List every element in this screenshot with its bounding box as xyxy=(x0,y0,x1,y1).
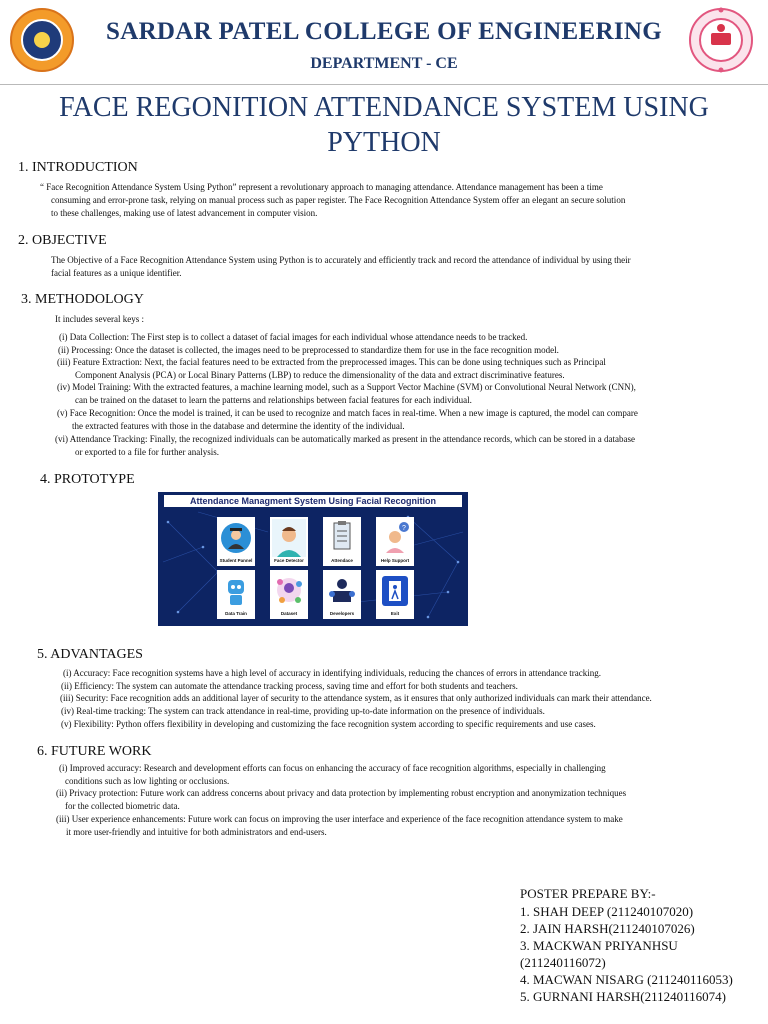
robot-icon xyxy=(219,572,253,610)
tile-label: Student Pannel xyxy=(219,558,253,563)
help-support-tile[interactable] xyxy=(376,517,414,566)
poster-credit-line: 1. SHAH DEEP (211240107020) xyxy=(520,904,694,919)
future-work-line: conditions such as low lighting or occlusions. xyxy=(65,776,230,786)
tile-label: Dataset xyxy=(280,611,298,616)
developers-tile[interactable] xyxy=(323,570,361,619)
methodology-line: (vi) Attendance Tracking: Finally, the recognized individuals can be automatically marked as present in the attendance records, which can be stored in a database xyxy=(55,434,635,444)
prototype-heading: 4. PROTOTYPE xyxy=(40,472,135,487)
objective-line: The Objective of a Face Recognition Attendance System using Python is to accurately and efficiently track and record the attendance of individual by using their xyxy=(51,255,631,265)
methodology-line: (i) Data Collection: The First step is to collect a dataset of facial images for each individual whose attendance needs to be tracked. xyxy=(59,332,528,342)
objective-heading: 2. OBJECTIVE xyxy=(18,233,107,248)
student-panel-tile[interactable] xyxy=(217,517,255,566)
prototype-screenshot xyxy=(158,492,468,626)
poster-credit-line: 4. MACWAN NISARG (211240116053) xyxy=(520,972,733,987)
advantages-line: (v) Flexibility: Python offers flexibility in developing and customizing the face recognition system according to specific requirements and use cases. xyxy=(61,719,596,729)
tile-label: Developers xyxy=(329,611,355,616)
methodology-intro: It includes several keys : xyxy=(55,314,144,324)
methodology-heading: 3. METHODOLOGY xyxy=(21,292,144,307)
tile-label: Data Train xyxy=(225,611,247,616)
developers-icon xyxy=(325,572,359,610)
future-work-heading: 6. FUTURE WORK xyxy=(37,744,152,759)
advantages-line: (ii) Efficiency: The system can automate the attendance tracking process, saving time and effort for both students and teachers. xyxy=(61,681,518,691)
student-icon xyxy=(219,519,253,557)
department-name: DEPARTMENT - CE xyxy=(310,55,458,72)
college-name: SARDAR PATEL COLLEGE OF ENGINEERING xyxy=(106,18,662,45)
future-work-line: (ii) Privacy protection: Future work can address concerns about privacy and data protection by implementing robust encryption and anonymization techniques xyxy=(56,788,627,798)
svg-text:?: ? xyxy=(402,525,406,532)
future-work-line: (iii) User experience enhancements: Future work can focus on improving the user interface and experience of the face recognition attendance system to make xyxy=(56,814,623,824)
prototype-app-title: Attendance Managment System Using Facial Recognition xyxy=(164,495,462,507)
advantages-line: (i) Accuracy: Face recognition systems have a high level of accuracy in identifying individuals, reducing the chances of errors in attendance tracking. xyxy=(63,668,602,678)
help-support-icon xyxy=(378,519,412,557)
clipboard-icon xyxy=(325,519,359,557)
poster-credit-line: 5. GURNANI HARSH(211240116074) xyxy=(520,989,726,1004)
tile-label: Attendace xyxy=(331,558,353,563)
methodology-line: or exported to a file for further analysis. xyxy=(75,447,219,457)
methodology-line: (ii) Processing: Once the dataset is collected, the images need to be preprocessed to standardize them for use in the face recognition model. xyxy=(58,345,559,355)
poster-credit-line: (211240116072) xyxy=(520,955,606,970)
poster-credits-heading: POSTER PREPARE BY:- xyxy=(520,886,656,901)
dataset-icon xyxy=(272,572,306,610)
introduction-line: “ Face Recognition Attendance System Using Python” represent a revolutionary approach to managing attendance. Attendance management has been a time xyxy=(40,182,603,192)
face-detector-icon xyxy=(272,519,306,557)
methodology-line: (v) Face Recognition: Once the model is trained, it can be used to recognize and match faces in real-time. When a new image is captured, the model can compare xyxy=(57,408,638,418)
network-background xyxy=(158,492,468,626)
tile-label: Face Detector xyxy=(274,558,304,563)
methodology-line: can be trained on the dataset to learn the patterns and relationships between facial features for each individual. xyxy=(75,395,472,405)
data-train-tile[interactable] xyxy=(217,570,255,619)
tile-label: Help Support xyxy=(380,558,410,563)
exit-icon xyxy=(378,572,412,610)
attendance-tile[interactable] xyxy=(323,517,361,566)
methodology-line: the extracted features with those in the database and determine the identity of the individual. xyxy=(72,421,405,431)
advantages-line: (iii) Security: Face recognition adds an additional layer of security to the attendance system, as it ensures that only authorized individuals can mark their attendance. xyxy=(60,693,652,703)
advantages-line: (iv) Real-time tracking: The system can track attendance in real-time, providing up-to-date information on the presence of individuals. xyxy=(61,706,545,716)
introduction-line: to these challenges, making use of latest advancement in computer vision. xyxy=(51,208,318,218)
methodology-line: Component Analysis (PCA) or Local Binary Patterns (LBP) to reduce the dimensionality of the data and extract discriminative features. xyxy=(75,370,565,380)
poster-credit-line: 2. JAIN HARSH(211240107026) xyxy=(520,921,695,936)
poster-credit-line: 3. MACKWAN PRIYANHSU xyxy=(520,938,678,953)
objective-line: facial features as a unique identifier. xyxy=(51,268,182,278)
tile-label: Exit xyxy=(390,611,400,616)
future-work-line: for the collected biometric data. xyxy=(65,801,180,811)
future-work-line: it more user-friendly and intuitive for both administrators and end-users. xyxy=(66,827,327,837)
methodology-line: (iii) Feature Extraction: Next, the facial features need to be extracted from the preprocessed images. This can be done using techniques such as Principal xyxy=(57,357,606,367)
introduction-line: consuming and error-prone task, relying on manual process such as paper register. The Face Recognition Attendance System offer an elegant an secure solution xyxy=(51,195,626,205)
introduction-heading: 1. INTRODUCTION xyxy=(18,160,138,175)
dataset-tile[interactable] xyxy=(270,570,308,619)
exit-tile[interactable] xyxy=(376,570,414,619)
advantages-heading: 5. ADVANTAGES xyxy=(37,647,143,662)
methodology-line: (iv) Model Training: With the extracted features, a machine learning model, such as a Support Vector Machine (SVM) or Convolutional Neural Network (CNN), xyxy=(57,382,636,392)
header-divider xyxy=(0,84,768,85)
poster-title: FACE REGONITION ATTENDANCE SYSTEM USING PYTHON xyxy=(59,92,709,158)
future-work-line: (i) Improved accuracy: Research and development efforts can focus on enhancing the accuracy of face recognition algorithms, especially in challenging xyxy=(59,763,606,773)
face-detector-tile[interactable] xyxy=(270,517,308,566)
